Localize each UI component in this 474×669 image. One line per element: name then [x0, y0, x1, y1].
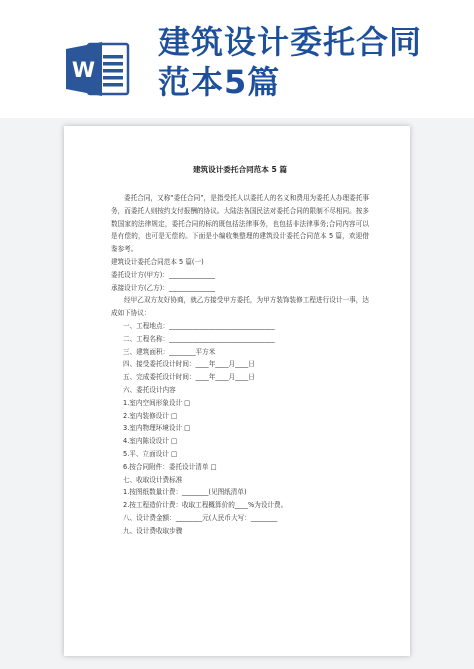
item-fee-2: 2.按工程造价计费：收取工程概算价的____%为设计费。 — [123, 501, 288, 510]
document-body — [111, 164, 369, 538]
item-design-content: 六、委托设计内容 — [123, 385, 176, 394]
item-content-5: 5.平、立面设计 □ — [123, 449, 178, 458]
item-fee-amount: 八、设计费金额：________元(人民币大写：________ — [123, 513, 278, 522]
item-fee-steps: 九、设计费收取步骤 — [123, 526, 183, 535]
section-heading: 建筑设计委托合同范本 5 篇(一) — [111, 257, 204, 266]
item-fee-1: 1.按图纸数量计费：________(见图纸清单) — [123, 488, 247, 497]
item-project-name: 二、工程名称：________________________________ — [123, 334, 275, 343]
item-content-3: 3.室内物理环境设计 □ — [123, 424, 191, 433]
item-content-2: 2.室内装修设计 □ — [123, 411, 178, 420]
item-content-6: 6.按合同附件：委托设计清单 □ — [123, 462, 217, 471]
item-content-4: 4.室内陈设设计 □ — [123, 437, 178, 446]
page-title — [158, 22, 458, 102]
header-banner — [0, 0, 474, 118]
document-title: 建筑设计委托合同范本 5 篇 — [192, 165, 288, 174]
agreement-clause: 经甲乙双方友好协商，就乙方接受甲方委托，为甲方装饰装修工程进行设计一事，达成如下协议： — [111, 296, 369, 318]
item-content-1: 1.室内空间形象设计 □ — [123, 398, 191, 407]
page-title-line2: 范本5篇 — [158, 63, 281, 101]
item-project-location: 一、工程地点：________________________________ — [123, 321, 275, 330]
item-fee-standard: 七、收取设计费标准 — [123, 475, 183, 484]
item-accept-date: 四、接受委托设计时间：____年____月____日 — [123, 360, 255, 369]
party-a-line: 委托设计方(甲方)：______________ — [111, 270, 216, 279]
intro-paragraph: 委托合同，又称“委任合同”，是指受托人以委托人的名义和费用为委托人办理委托事务，而委托人则按约支付报酬的协议。大陆法各国民法对委托合同的限制不尽相同。按多数国家的法律规定，委托合同的标的既包括法律事务，也包括非法律事务;合同内容可以是有偿的，也可是无偿的。下面是小编收集整理的建筑设计委托合同范本 5 篇，欢迎借鉴参考。 — [111, 194, 369, 254]
document-page — [64, 126, 410, 656]
item-complete-date: 五、完成委托设计时间：____年____月____日 — [123, 373, 255, 382]
word-document-icon — [66, 40, 132, 98]
page-title-line1: 建筑设计委托合同 — [158, 23, 423, 61]
word-icon-letter: W — [71, 58, 96, 82]
party-b-line: 承接设计方(乙方)：______________ — [111, 283, 216, 292]
item-building-area: 三、建筑面积：________平方米 — [123, 347, 216, 356]
